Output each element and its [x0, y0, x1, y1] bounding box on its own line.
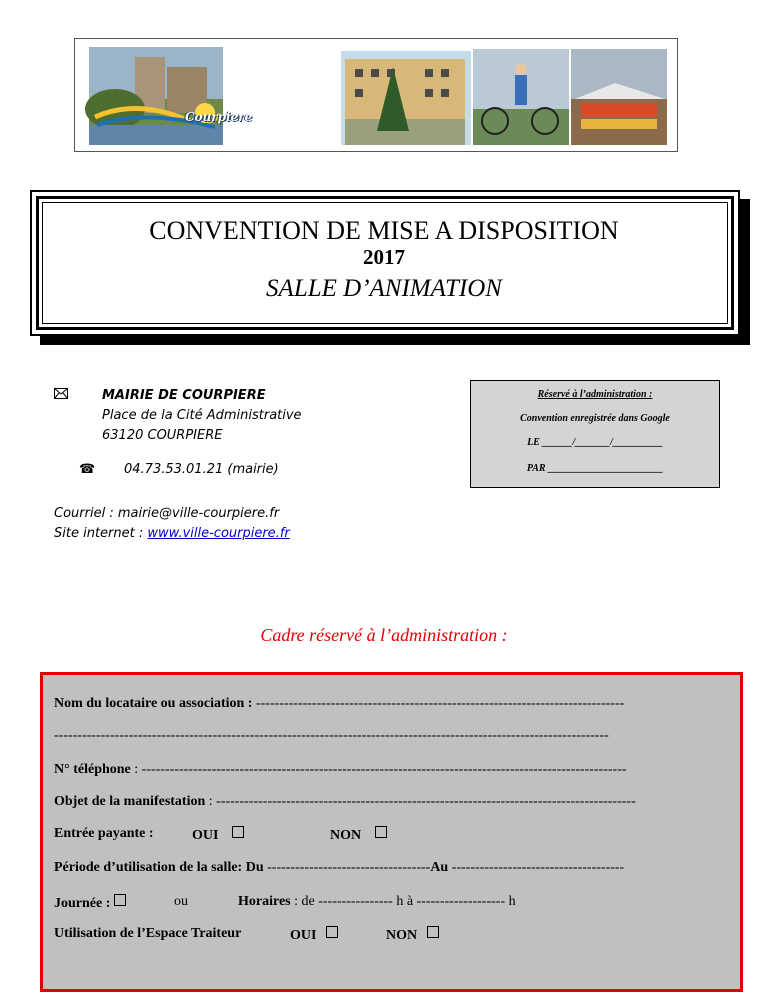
phone-dashes: : --------------------------------------------------------------------------------------------------------: [130, 762, 627, 777]
objet-dashes: : ------------------------------------------------------------------------------------------: [205, 794, 636, 809]
traiteur-non-label: NON: [386, 928, 418, 943]
horaires-label: Horaires: [238, 894, 291, 909]
entree-non-checkbox[interactable]: [375, 826, 387, 838]
periode-dashes-to: -------------------------------------: [448, 860, 625, 875]
contact-name: MAIRIE DE COURPIERE: [102, 388, 266, 403]
locataire-label: Nom du locataire ou association :: [54, 696, 253, 711]
periode-field: [54, 860, 624, 876]
periode-au-label: Au: [430, 860, 449, 875]
traiteur-non-option: [386, 926, 439, 944]
contact-email: Courriel : mairie@ville-courpiere.fr: [54, 506, 280, 521]
website-label: Site internet :: [54, 526, 144, 541]
cadre-title: Cadre réservé à l’administration :: [260, 625, 508, 645]
admin-reserved-box: [470, 380, 720, 488]
logo-text: Courpiere: [185, 110, 253, 124]
journee-checkbox[interactable]: [114, 894, 126, 906]
traiteur-oui-label: OUI: [290, 928, 317, 943]
entree-non-label: NON: [330, 828, 362, 843]
entree-oui-option: [192, 826, 244, 844]
contact-website: [54, 526, 290, 541]
traiteur-row: [54, 926, 241, 942]
locataire-field: [54, 696, 624, 712]
phone-field: [54, 762, 627, 778]
header-banner: [74, 38, 678, 152]
contact-address-line2: 63120 COURPIERE: [102, 428, 223, 443]
traiteur-label: Utilisation de l’Espace Traiteur: [54, 926, 242, 941]
traiteur-non-checkbox[interactable]: [427, 926, 439, 938]
locataire-dashes: -------------------------------------------------------------------------------: [252, 696, 625, 711]
periode-dashes-from: -----------------------------------: [263, 860, 431, 875]
document-subtitle: SALLE D’ANIMATION: [266, 275, 502, 302]
journee-row: [54, 894, 126, 912]
horaires-text: : de ---------------- h à ------------------- h: [290, 894, 516, 909]
ou-text: ou: [174, 894, 188, 909]
horaires-field: [238, 894, 516, 910]
phone-icon: ☎: [79, 461, 96, 476]
entree-non-option: [330, 826, 387, 844]
journee-label: Journée :: [54, 896, 111, 911]
envelope-icon: [54, 388, 68, 399]
objet-field: [54, 794, 636, 810]
traiteur-oui-checkbox[interactable]: [326, 926, 338, 938]
website-link[interactable]: www.ville-courpiere.fr: [147, 526, 290, 541]
contact-phone: 04.73.53.01.21 (mairie): [124, 462, 279, 477]
entree-oui-label: OUI: [192, 828, 219, 843]
objet-label: Objet de la manifestation: [54, 794, 206, 809]
admin-box-by-field: PAR _______________________: [526, 463, 664, 474]
locataire-continuation: -----------------------------------------------------------------------------------------------------------------------: [54, 728, 609, 743]
phone-label: N° téléphone: [54, 762, 131, 777]
periode-label: Période d’utilisation de la salle: Du: [54, 860, 264, 875]
contact-address-line1: Place de la Cité Administrative: [102, 408, 302, 423]
admin-box-title: Réservé à l’administration :: [537, 389, 653, 400]
admin-box-date-field: LE ______/_______/__________: [527, 437, 663, 448]
banner-photo-collage: [75, 39, 677, 151]
traiteur-oui-option: [290, 926, 338, 944]
document-title: CONVENTION DE MISE A DISPOSITION: [149, 216, 619, 245]
entree-oui-checkbox[interactable]: [232, 826, 244, 838]
entree-payante-row: [54, 826, 154, 842]
admin-box-registered: Convention enregistrée dans Google: [520, 413, 670, 424]
entree-label: Entrée payante :: [54, 826, 154, 841]
document-year: 2017: [363, 245, 405, 269]
